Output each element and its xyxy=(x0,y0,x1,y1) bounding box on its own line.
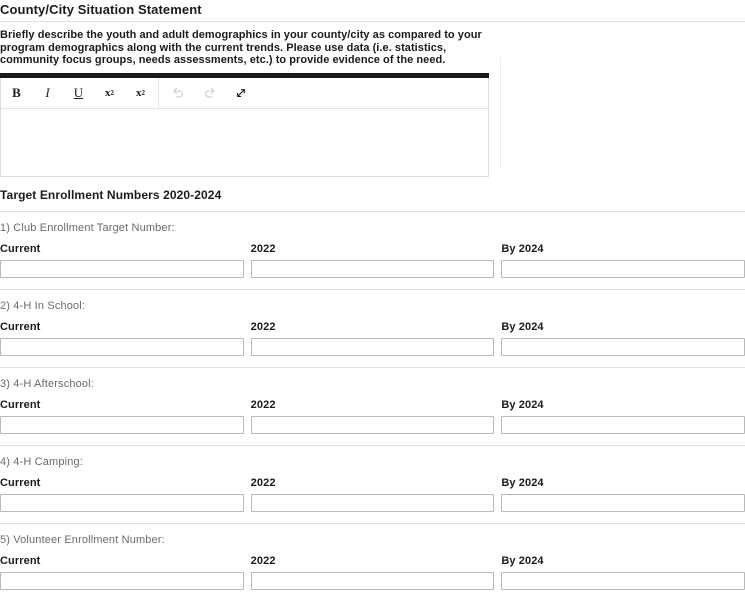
enrollment-row xyxy=(0,321,745,367)
enrollment-item-label: 5) Volunteer Enrollment Number: xyxy=(0,533,165,546)
enrollment-col-by2024 xyxy=(501,555,745,590)
enrollment-col-current xyxy=(0,243,244,278)
superscript-button[interactable] xyxy=(94,78,125,108)
enrollment-input-by2024[interactable] xyxy=(501,338,745,356)
column-header: Current xyxy=(0,320,41,333)
enrollment-col-2022 xyxy=(251,399,495,434)
column-header: Current xyxy=(0,476,41,489)
enrollment-col-by2024 xyxy=(501,399,745,434)
enrollment-col-2022 xyxy=(251,477,495,512)
editor-toolbar xyxy=(1,78,488,109)
enrollment-col-current xyxy=(0,321,244,356)
enrollment-item-label: 3) 4-H Afterschool: xyxy=(0,377,94,390)
italic-button[interactable]: I xyxy=(45,84,50,100)
enrollment-input-2022[interactable] xyxy=(251,416,495,434)
rich-text-editor xyxy=(0,78,489,177)
underline-button[interactable]: U xyxy=(73,84,84,100)
subscript-base: x xyxy=(136,86,142,99)
enrollment-item-label: 2) 4-H In School: xyxy=(0,299,86,312)
column-header: By 2024 xyxy=(501,242,544,255)
enrollment-item xyxy=(0,446,745,523)
enrollment-input-current[interactable] xyxy=(0,416,244,434)
enrollment-item xyxy=(0,212,745,289)
column-header: 2022 xyxy=(250,398,276,411)
column-header: By 2024 xyxy=(501,398,544,411)
subscript-button[interactable] xyxy=(125,78,156,108)
enrollment-col-2022 xyxy=(251,555,495,590)
enrollment-col-by2024 xyxy=(501,321,745,356)
column-header: Current xyxy=(0,242,41,255)
enrollment-col-by2024 xyxy=(501,243,745,278)
column-header: By 2024 xyxy=(501,554,544,567)
column-header: 2022 xyxy=(250,554,276,567)
column-header: By 2024 xyxy=(501,476,544,489)
column-header: Current xyxy=(0,554,41,567)
bold-button[interactable]: B xyxy=(12,84,21,100)
enrollment-title: Target Enrollment Numbers 2020-2024 xyxy=(0,187,222,202)
undo-icon xyxy=(172,86,185,99)
enrollment-col-current xyxy=(0,555,244,590)
redo-button[interactable] xyxy=(194,78,225,108)
superscript-base: x xyxy=(105,86,111,99)
redo-icon xyxy=(203,86,216,99)
enrollment-input-current[interactable] xyxy=(0,494,244,512)
toolbar-divider xyxy=(158,78,159,108)
enrollment-input-by2024[interactable] xyxy=(501,494,745,512)
enrollment-input-by2024[interactable] xyxy=(501,260,745,278)
page-title: County/City Situation Statement xyxy=(0,2,202,17)
enrollment-row xyxy=(0,243,745,289)
enrollment-col-by2024 xyxy=(501,477,745,512)
enrollment-input-2022[interactable] xyxy=(251,494,495,512)
instructions-text: Briefly describe the youth and adult demographics in your county/city as compared to your program demographics along with the current trends. Please use data (i.e. statistics, community focus groups, needs assessments, etc.) to provide evidence of the need. xyxy=(0,29,482,67)
column-header: 2022 xyxy=(250,476,276,489)
panel-rule xyxy=(500,57,501,169)
column-header: 2022 xyxy=(250,242,276,255)
expand-button[interactable] xyxy=(225,78,256,108)
enrollment-input-current[interactable] xyxy=(0,572,244,590)
enrollment-col-2022 xyxy=(251,321,495,356)
subscript-exponent: 2 xyxy=(141,88,145,97)
enrollment-row xyxy=(0,399,745,445)
enrollment-input-2022[interactable] xyxy=(251,572,495,590)
enrollment-input-2022[interactable] xyxy=(251,338,495,356)
enrollment-input-2022[interactable] xyxy=(251,260,495,278)
enrollment-col-current xyxy=(0,399,244,434)
column-header: Current xyxy=(0,398,41,411)
column-header: By 2024 xyxy=(501,320,544,333)
enrollment-item xyxy=(0,524,745,601)
superscript-exponent: 2 xyxy=(110,88,114,97)
enrollment-row xyxy=(0,555,745,601)
expand-icon xyxy=(235,87,247,99)
enrollment-item-label: 4) 4-H Camping: xyxy=(0,455,83,468)
undo-button[interactable] xyxy=(163,78,194,108)
enrollment-input-by2024[interactable] xyxy=(501,572,745,590)
enrollment-input-by2024[interactable] xyxy=(501,416,745,434)
enrollment-input-current[interactable] xyxy=(0,338,244,356)
column-header: 2022 xyxy=(250,320,276,333)
enrollment-input-current[interactable] xyxy=(0,260,244,278)
enrollment-row xyxy=(0,477,745,523)
editor-content-area[interactable] xyxy=(1,109,488,176)
enrollment-col-2022 xyxy=(251,243,495,278)
enrollment-item xyxy=(0,368,745,445)
enrollment-item-label: 1) Club Enrollment Target Number: xyxy=(0,221,175,234)
enrollment-item xyxy=(0,290,745,367)
enrollment-col-current xyxy=(0,477,244,512)
